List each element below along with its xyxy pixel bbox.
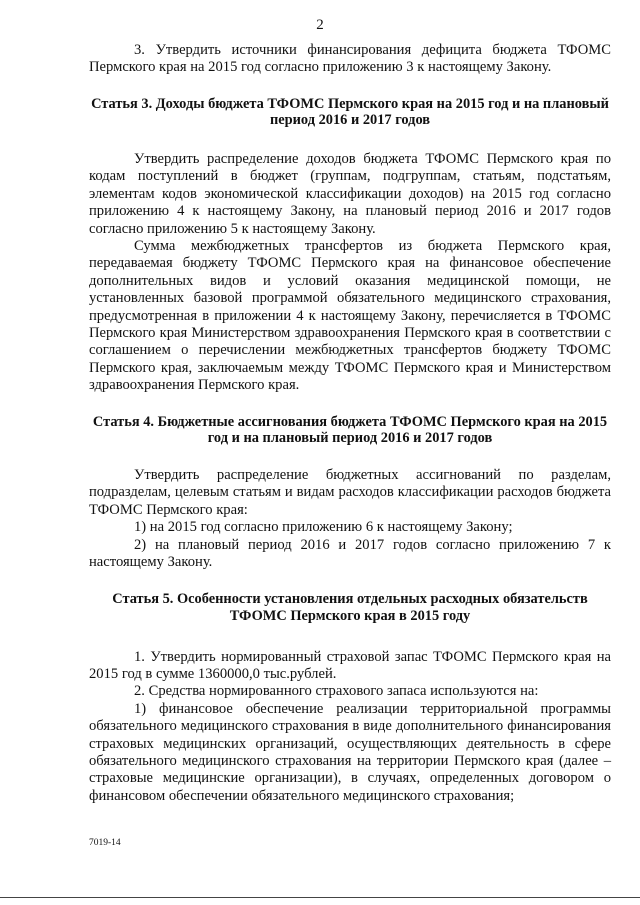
article-5-paragraph: 1. Утвердить нормированный страховой запас ТФОМС Пермского края на 2015 год в сумме 1360000,0 тыс.рублей.: [89, 648, 611, 682]
article-4-list-item: 1) на 2015 год согласно приложению 6 к настоящему Закону;: [134, 519, 513, 536]
article-5-paragraph: 2. Средства нормированного страхового запаса используются на:: [134, 683, 539, 700]
article-4-list-item: 2) на плановый период 2016 и 2017 годов согласно приложению 7 к настоящему Закону.: [89, 536, 611, 570]
paragraph-financing-sources: 3. Утвердить источники финансирования дефицита бюджета ТФОМС Пермского края на 2015 год согласно приложению 3 к настоящему Закону.: [89, 42, 611, 76]
article-4-heading: Статья 4. Бюджетные ассигнования бюджета ТФОМС Пермского края на 2015 год и на плановый период 2016 и 2017 годов: [92, 413, 608, 447]
article-3-paragraph: Сумма межбюджетных трансфертов из бюджета Пермского края, передаваемая бюджету ТФОМС Пермского края на финансовое обеспечение дополнительных видов и условий оказания медицинской помощи, не установленных базовой программой обязательного медицинского страхования, предусмотренная в приложении 4 к настоящему Закону, перечисляется в ТФОМС Пермского края Министерством здравоохранения Пермского края в соответствии с соглашением о перечислении межбюджетных трансфертов бюджету ТФОМС Пермского края, заключаемым между ТФОМС Пермского края и Министерством здравоохранения Пермского края.: [89, 238, 611, 394]
document-body: [89, 42, 611, 805]
article-3-paragraph: Утвердить распределение доходов бюджета ТФОМС Пермского края по кодам поступлений в бюджет (группам, подгруппам, статьям, подстатьям, элементам кодов экономической классификации доходов) на 2015 год согласно приложению 4 к настоящему Закону, на плановый период 2016 и 2017 годов согласно приложению 5 к настоящему Закону.: [89, 151, 611, 237]
article-3-heading: Статья 3. Доходы бюджета ТФОМС Пермского края на 2015 год и на плановый период 2016 и 2017 годов: [91, 95, 609, 129]
article-5-heading: Статья 5. Особенности установления отдельных расходных обязательств ТФОМС Пермского края в 2015 году: [112, 591, 588, 624]
article-4-paragraph: Утвердить распределение бюджетных ассигнований по разделам, подразделам, целевым статьям и видам расходов классификации расходов бюджета ТФОМС Пермского края:: [89, 466, 611, 518]
article-5-list-item: 1) финансовое обеспечение реализации территориальной программы обязательного медицинского страхования в виде дополнительного финансирования страховых медицинских организаций, осуществляющих деятельность в сфере обязательного медицинского страхования на территории Пермского края (далее – страховые медицинские организации), в случаях, определенных договором о финансовом обеспечении обязательного медицинского страхования;: [89, 700, 611, 804]
page-bottom-rule: [0, 897, 640, 898]
page-number: 2: [316, 17, 324, 33]
document-code: 7019-14: [89, 838, 121, 848]
